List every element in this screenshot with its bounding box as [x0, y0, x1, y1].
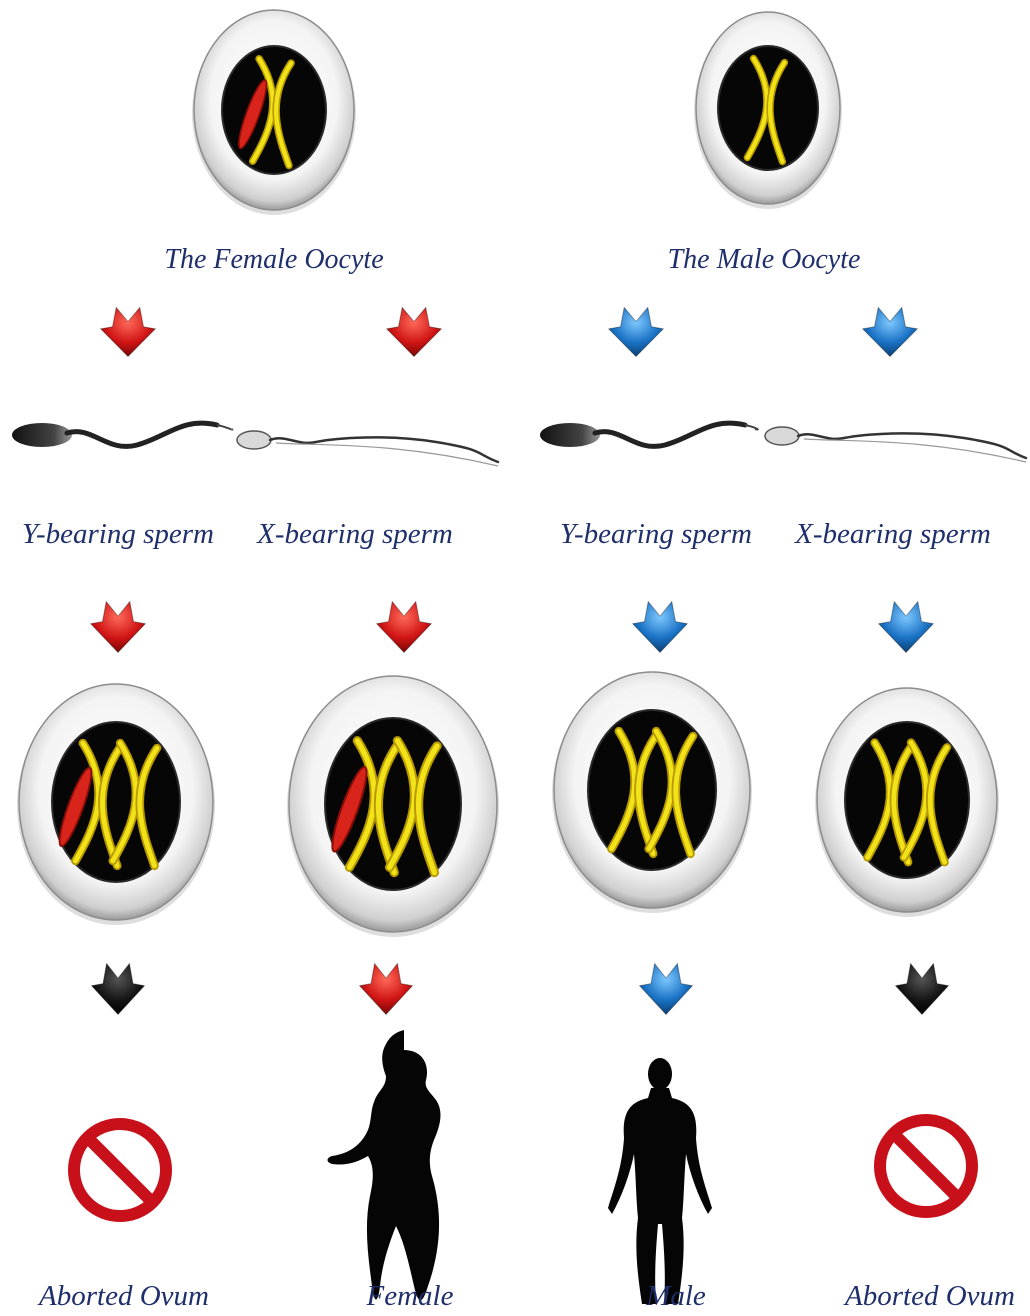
sperm-x-1 — [237, 431, 498, 466]
sperm-label-2: X-bearing sperm — [257, 518, 453, 550]
arrow-male-y — [609, 308, 664, 357]
sperm-label-4: X-bearing sperm — [795, 518, 991, 550]
arrow-zygote-4 — [879, 602, 934, 653]
zygote-1 — [17, 684, 215, 925]
male-silhouette-icon — [608, 1058, 712, 1304]
arrow-outcome-1 — [92, 964, 145, 1015]
arrow-zygote-1 — [91, 602, 146, 653]
outcome-label-4: Aborted Ovum — [845, 1280, 1015, 1312]
arrow-male-x — [863, 308, 918, 357]
zygote-2 — [287, 676, 499, 937]
sperm-y-1 — [12, 423, 232, 447]
sperm-label-3: Y-bearing sperm — [560, 518, 752, 550]
sperm-y-2 — [540, 423, 758, 447]
male-oocyte — [694, 12, 842, 209]
outcome-label-2: Female — [366, 1280, 454, 1312]
female-oocyte — [192, 10, 356, 215]
arrow-outcome-3 — [640, 964, 693, 1015]
outcome-label-1: Aborted Ovum — [39, 1280, 209, 1312]
arrow-zygote-2 — [377, 602, 432, 653]
sperm-x-2 — [765, 427, 1026, 462]
arrow-female-x — [387, 308, 442, 357]
zygote-3 — [552, 672, 752, 913]
arrow-outcome-4 — [896, 964, 949, 1015]
arrow-zygote-3 — [633, 602, 688, 653]
prohibited-icon — [74, 1124, 166, 1216]
prohibited-icon — [880, 1120, 972, 1212]
female-oocyte-label: The Female Oocyte — [164, 244, 384, 275]
arrow-female-y — [101, 308, 156, 357]
sperm-label-1: Y-bearing sperm — [22, 518, 214, 550]
outcome-label-3: Male — [646, 1280, 706, 1312]
female-silhouette-icon — [328, 1030, 441, 1300]
male-oocyte-label: The Male Oocyte — [667, 244, 861, 275]
arrow-outcome-2 — [360, 964, 413, 1015]
zygote-4 — [815, 688, 999, 917]
